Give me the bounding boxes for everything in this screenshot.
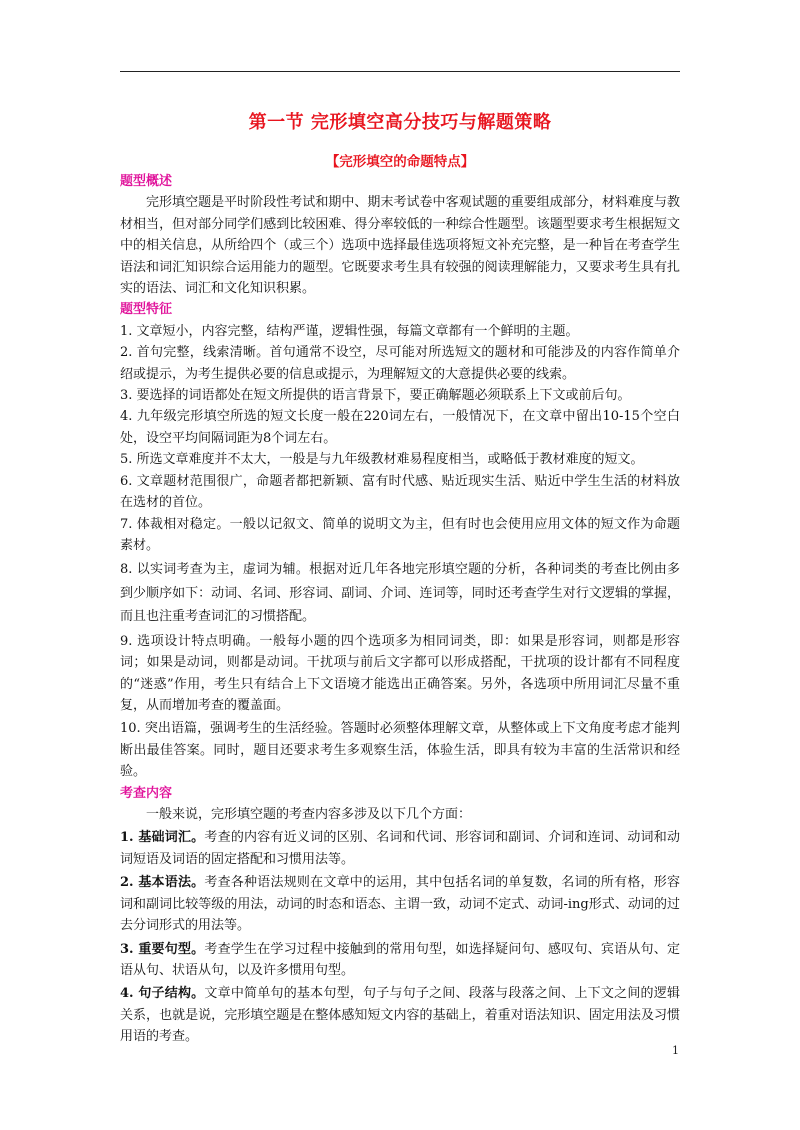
heading-features: 题型特征 — [120, 302, 173, 318]
feature-item: 5. 所选文章难度并不太大，一般是与九年级教材难易程度相当，或略低于教材难度的短文。 — [120, 452, 644, 468]
page-title: 第一节 完形填空高分技巧与解题策略 — [248, 112, 552, 133]
feature-item: 10. 突出语篇，强调考生的生活经验。答题时必须整体理解文章，从整体或上下文角度考虑才能判断出最佳答案。同时，题目还要求考生多观察生活，体验生活，即具有较为丰富的生活常识和经验。 — [120, 721, 680, 780]
content-item-label: 2. 基本语法。 — [120, 875, 205, 891]
content-intro: 一般来说，完形填空题的考查内容多涉及以下几个方面： — [146, 807, 472, 823]
page-number: 1 — [672, 1044, 679, 1057]
content-item-text: 考查各种语法规则在文章中的运用，其中包括名词的单复数，名词的所有格，形容词和副词比较等级的用法，动词的时态和语态、主谓一致，动词不定式、动词-ing形式、动词的过去分词形式的用法等。 — [120, 875, 680, 934]
content-item-text: 文章中简单句的基本句型，句子与句子之间、段落与段落之间、上下文之间的逻辑关系，也就是说，完形填空题是在整体感知短文内容的基础上，着重对语法知识、固定用法及习惯用语的考查。 — [120, 986, 680, 1045]
feature-item: 7. 体裁相对稳定。一般以记叙文、简单的说明文为主，但有时也会使用应用文体的短文作为命题素材。 — [120, 516, 680, 553]
content-item — [120, 939, 680, 982]
feature-item: 4. 九年级完形填空所选的短文长度一般在220词左右，一般情况下，在文章中留出10-15个空白处，设空平均间隔词距为8个词左右。 — [120, 409, 680, 446]
content-item-label: 4. 句子结构。 — [120, 986, 205, 1002]
heading-content: 考查内容 — [120, 785, 173, 801]
heading-overview: 题型概述 — [120, 174, 173, 189]
document-body — [120, 171, 680, 1048]
section-subtitle: 【完形填空的命题特点】 — [325, 154, 475, 170]
feature-item: 6. 文章题材范围很广，命题者都把新颖、富有时代感、贴近现实生活、贴近中学生生活的材料放在选材的首位。 — [120, 473, 680, 511]
overview-paragraph: 完形填空题是平时阶段性考试和期中、期末考试卷中客观试题的重要组成部分，材料难度与教材相当，但对部分同学们感到比较困难、得分率较低的一种综合性题型。该题型要求考生根据短文中的相关信息，从所给四个（或三个）选项中选择最佳选项将短文补充完整，是一种旨在考查学生语法和词汇知识综合运用能力的题型。它既要求考生具有较强的阅读理解能力，又要求考生具有扎实的语法、词汇和文化知识积累。 — [120, 195, 680, 297]
header-rule — [120, 71, 680, 72]
feature-item: 8. 以实词考查为主，虚词为辅。根据对近几年各地完形填空题的分析，各种词类的考查比例由多到少顺序如下：动词、名词、形容词、副词、介词、连词等，同时还考查学生对行文逻辑的掌握，而且也注重考查词汇的习惯搭配。 — [120, 562, 680, 625]
content-item-label: 1. 基础词汇。 — [120, 830, 205, 846]
feature-item: 1. 文章短小，内容完整，结构严谨，逻辑性强，每篇文章都有一个鲜明的主题。 — [120, 323, 579, 339]
content-item-text: 考查的内容有近义词的区别、名词和代词、形容词和副词、介词和连词、动词和动词短语及词语的固定搭配和习惯用法等。 — [120, 830, 680, 867]
feature-item: 3. 要选择的词语都处在短文所提供的语言背景下，要正确解题必须联系上下文或前后句。 — [120, 388, 631, 404]
content-item — [120, 827, 680, 870]
feature-item: 2. 首句完整，线索清晰。首句通常不设空，尽可能对所选短文的题材和可能涉及的内容作简单介绍或提示，为考生提供必要的信息或提示，为理解短文的大意提供必要的线索。 — [120, 345, 680, 382]
feature-item: 9. 选项设计特点明确。一般每小题的四个选项多为相同词类，即：如果是形容词，则都是形容词；如果是动词，则都是动词。干扰项与前后文字都可以形成搭配，干扰项的设计都有不同程度的“迷惑”作用，考生只有结合上下文语境才能选出正确答案。另外，各选项中所用词汇尽量不重复，从而增加考查的覆盖面。 — [120, 633, 680, 714]
content-item-label: 3. 重要句型。 — [120, 941, 205, 957]
content-item — [120, 872, 680, 936]
content-item-text: 考查学生在学习过程中接触到的常用句型，如选择疑问句、感叹句、宾语从句、定语从句、状语从句，以及许多惯用句型。 — [120, 941, 680, 978]
content-item — [120, 983, 680, 1047]
